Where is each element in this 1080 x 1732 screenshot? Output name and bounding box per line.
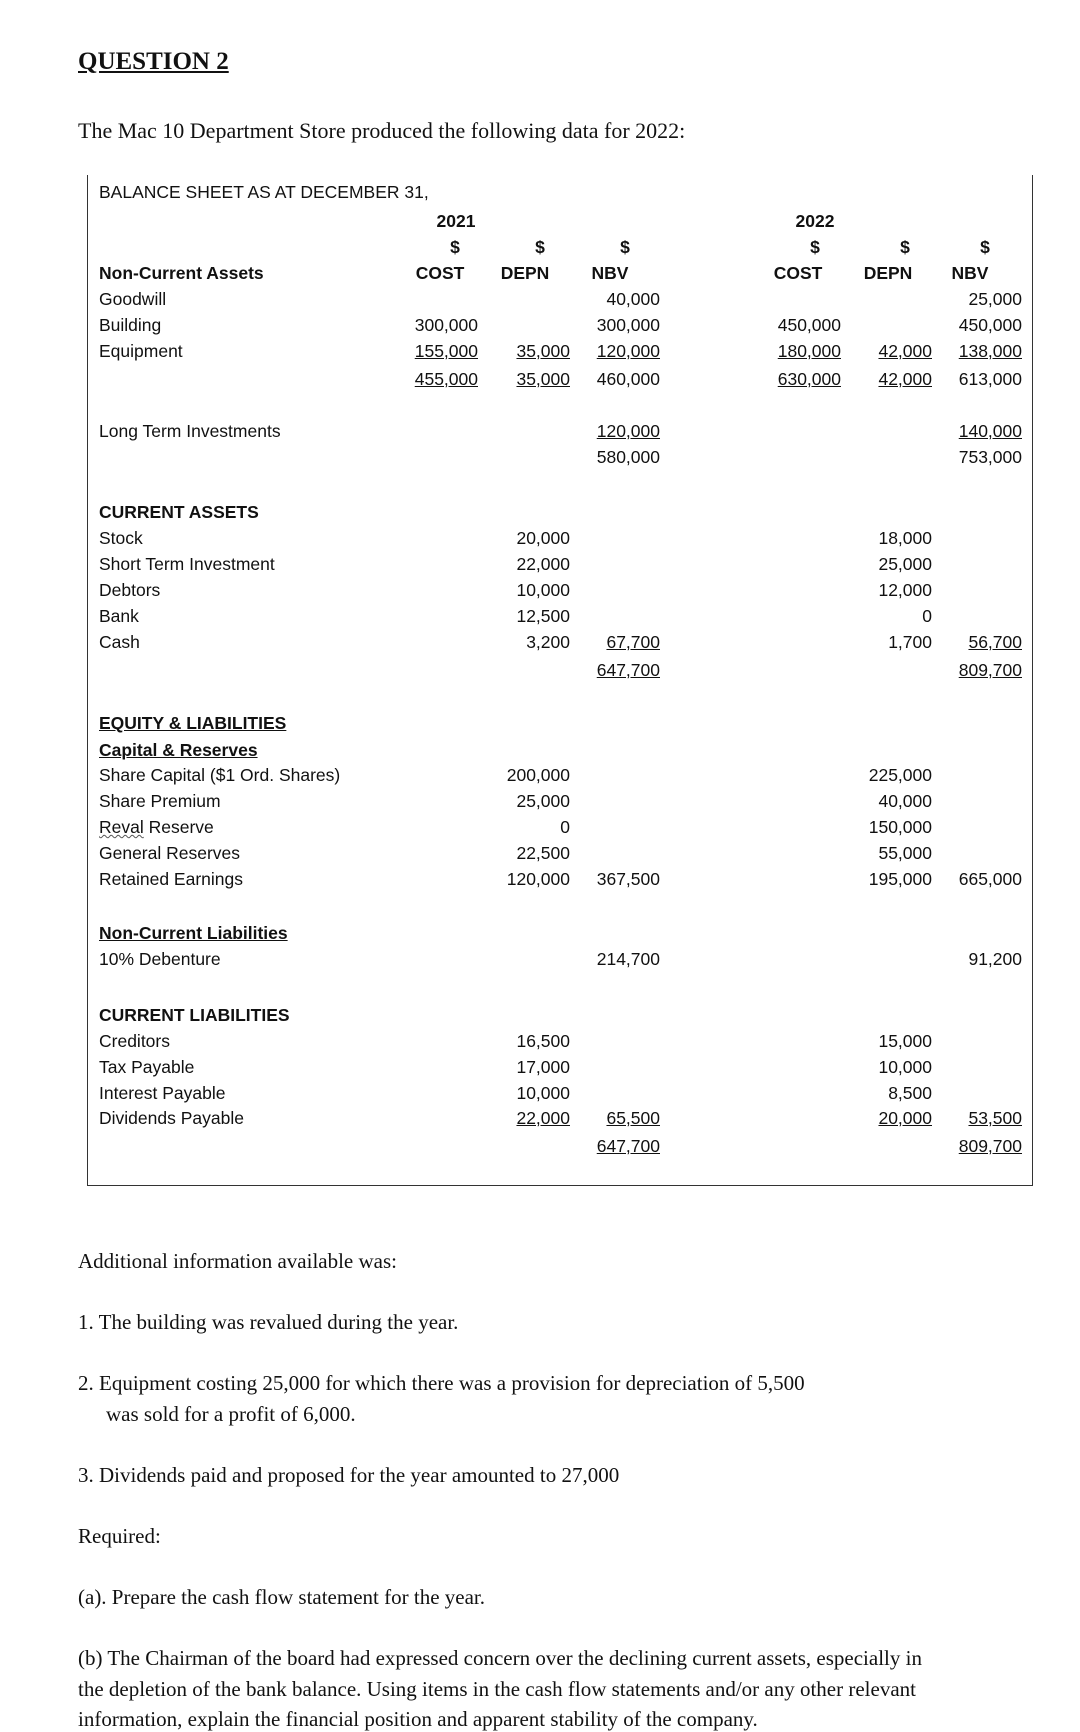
required-b-line-1: (b) The Chairman of the board had expressed concern over the declining current assets, especially in <box>78 1646 922 1670</box>
cl-value-2022: 8,500 <box>888 1083 932 1103</box>
col-depn-2022: DEPN <box>863 263 913 283</box>
total-equity-liabilities-2022: 809,700 <box>958 1136 1022 1156</box>
nca-depn-total-2021: 35,000 <box>516 369 570 389</box>
cl-label: Tax Payable <box>99 1057 195 1077</box>
cl-value-2021: 10,000 <box>516 1083 570 1103</box>
capital-reserves-title: Capital & Reserves <box>99 740 258 760</box>
lti-nbv-2021: 120,000 <box>596 421 660 441</box>
lti-total-2022: 753,000 <box>958 447 1022 467</box>
building-nbv-2022: 450,000 <box>958 315 1022 335</box>
equipment-cost-2021: 155,000 <box>414 341 478 361</box>
col-cost-2022: COST <box>773 263 823 283</box>
debenture-2021: 214,700 <box>596 949 660 969</box>
col-nbv-2021: NBV <box>591 263 629 283</box>
ca-label: Cash <box>99 632 140 652</box>
currency-symbol: $ <box>620 237 630 257</box>
lti-nbv-2022: 140,000 <box>958 421 1022 441</box>
ca-label: Stock <box>99 528 143 548</box>
currency-symbol: $ <box>980 237 990 257</box>
ca-value-2022: 12,000 <box>878 580 932 600</box>
equipment-depn-2021: 35,000 <box>516 341 570 361</box>
cl-label: Dividends Payable <box>99 1108 244 1128</box>
cl-total-2022: 53,500 <box>968 1108 1022 1128</box>
goodwill-nbv-2022: 25,000 <box>968 289 1022 309</box>
balance-sheet-heading: BALANCE SHEET AS AT DECEMBER 31, <box>99 182 429 202</box>
building-nbv-2021: 300,000 <box>596 315 660 335</box>
ca-value-2021: 10,000 <box>516 580 570 600</box>
nca-nbv-total-2022: 613,000 <box>958 369 1022 389</box>
total-equity-liabilities-2021: 647,700 <box>596 1136 660 1156</box>
equity-label: Retained Earnings <box>99 869 243 889</box>
equity-value-2022: 150,000 <box>868 817 932 837</box>
col-depn-2021: DEPN <box>500 263 550 283</box>
equity-value-2022: 55,000 <box>878 843 932 863</box>
ca-value-2021: 22,000 <box>516 554 570 574</box>
required-b-line-2: the depletion of the bank balance. Using items in the cash flow statements and/or any other relevant <box>78 1677 916 1701</box>
currency-symbol: $ <box>450 237 460 257</box>
nca-title: Non-Current Assets <box>99 263 264 283</box>
currency-symbol: $ <box>900 237 910 257</box>
info-item-2: 2. Equipment costing 25,000 for which there was a provision for depreciation of 5,500 <box>78 1371 805 1395</box>
total-assets-2022: 809,700 <box>958 660 1022 680</box>
goodwill-nbv-2021: 40,000 <box>606 289 660 309</box>
equity-value-2021: 200,000 <box>506 765 570 785</box>
nca-depn-total-2022: 42,000 <box>878 369 932 389</box>
cl-value-2022: 15,000 <box>878 1031 932 1051</box>
ca-value-2021: 20,000 <box>516 528 570 548</box>
equity-value-2022: 225,000 <box>868 765 932 785</box>
nca-cost-total-2022: 630,000 <box>777 369 841 389</box>
building-label: Building <box>99 315 162 335</box>
total-assets-2021: 647,700 <box>596 660 660 680</box>
ca-label: Short Term Investment <box>99 554 275 574</box>
cl-value-2021: 22,000 <box>516 1108 570 1128</box>
building-cost-2021: 300,000 <box>414 315 478 335</box>
equipment-label: Equipment <box>99 341 183 361</box>
equity-value-2021: 0 <box>560 817 570 837</box>
debenture-label: 10% Debenture <box>99 949 221 969</box>
current-assets-title: CURRENT ASSETS <box>99 502 259 522</box>
ca-total-2021: 67,700 <box>606 632 660 652</box>
cl-value-2021: 16,500 <box>516 1031 570 1051</box>
ca-value-2022: 25,000 <box>878 554 932 574</box>
question-title: QUESTION 2 <box>78 48 229 75</box>
equity-total-2021: 367,500 <box>596 869 660 889</box>
equipment-cost-2022: 180,000 <box>777 341 841 361</box>
cl-total-2021: 65,500 <box>606 1108 660 1128</box>
info-item-2-cont: was sold for a profit of 6,000. <box>106 1402 356 1426</box>
equipment-nbv-2022: 138,000 <box>958 341 1022 361</box>
goodwill-label: Goodwill <box>99 289 167 309</box>
additional-heading: Additional information available was: <box>78 1249 397 1273</box>
equity-value-2021: 25,000 <box>516 791 570 811</box>
equity-value-2021: 120,000 <box>506 869 570 889</box>
year-2021: 2021 <box>436 211 476 231</box>
equity-label: General Reserves <box>99 843 241 863</box>
debenture-2022: 91,200 <box>968 949 1022 969</box>
equity-liabilities-title: EQUITY & LIABILITIES <box>99 713 287 733</box>
cl-value-2022: 20,000 <box>878 1108 932 1128</box>
equity-label: Share Premium <box>99 791 221 811</box>
equity-value-2022: 195,000 <box>868 869 932 889</box>
required-a: (a). Prepare the cash flow statement for the year. <box>78 1585 485 1609</box>
ca-value-2022: 1,700 <box>888 632 932 652</box>
currency-symbol: $ <box>535 237 545 257</box>
ca-value-2022: 18,000 <box>878 528 932 548</box>
equity-value-2021: 22,500 <box>516 843 570 863</box>
ca-total-2022: 56,700 <box>968 632 1022 652</box>
lti-total-2021: 580,000 <box>596 447 660 467</box>
equipment-depn-2022: 42,000 <box>878 341 932 361</box>
ca-label: Bank <box>99 606 139 626</box>
equity-total-2022: 665,000 <box>958 869 1022 889</box>
required-heading: Required: <box>78 1524 161 1548</box>
ca-value-2022: 0 <box>922 606 932 626</box>
ca-label: Debtors <box>99 580 161 600</box>
info-item-3: 3. Dividends paid and proposed for the year amounted to 27,000 <box>78 1463 620 1487</box>
current-liabilities-title: CURRENT LIABILITIES <box>99 1005 290 1025</box>
cl-value-2022: 10,000 <box>878 1057 932 1077</box>
required-b-line-3: information, explain the financial position and apparent stability of the company. <box>78 1707 758 1731</box>
reval-word: Reval <box>99 817 144 837</box>
col-nbv-2022: NBV <box>951 263 989 283</box>
nca-cost-total-2021: 455,000 <box>414 369 478 389</box>
year-2022: 2022 <box>795 211 835 231</box>
cl-label: Creditors <box>99 1031 170 1051</box>
equity-label: Share Capital ($1 Ord. Shares) <box>99 765 341 785</box>
equipment-nbv-2021: 120,000 <box>596 341 660 361</box>
currency-symbol: $ <box>810 237 820 257</box>
cl-label: Interest Payable <box>99 1083 226 1103</box>
cl-value-2021: 17,000 <box>516 1057 570 1077</box>
ca-value-2021: 3,200 <box>526 632 570 652</box>
ca-value-2021: 12,500 <box>516 606 570 626</box>
equity-label <box>99 816 214 838</box>
equity-value-2022: 40,000 <box>878 791 932 811</box>
ncl-title: Non-Current Liabilities <box>99 923 288 943</box>
col-cost-2021: COST <box>415 263 465 283</box>
nca-nbv-total-2021: 460,000 <box>596 369 660 389</box>
reserve-word: Reserve <box>143 817 214 837</box>
lti-label: Long Term Investments <box>99 421 281 441</box>
info-item-1: 1. The building was revalued during the year. <box>78 1310 459 1334</box>
building-cost-2022: 450,000 <box>777 315 841 335</box>
intro-text: The Mac 10 Department Store produced the following data for 2022: <box>78 118 686 143</box>
